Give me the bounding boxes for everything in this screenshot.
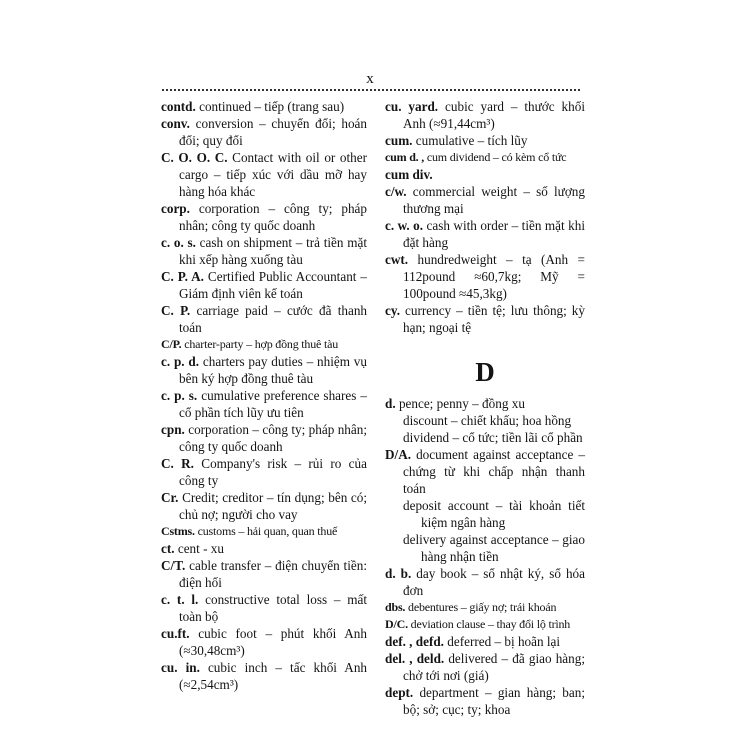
entry-definition: cubic yard – thước khối Anh (≈91,44cm³) <box>403 99 586 131</box>
entry-term: C. P. A. <box>161 269 204 284</box>
entry-term: cum. <box>385 133 413 148</box>
entry-definition: cumulative – tích lũy <box>412 133 528 148</box>
dictionary-entry <box>385 446 585 497</box>
entry-definition: document against acceptance – chứng từ khi chấp nhận thanh toán <box>403 447 585 496</box>
dictionary-entry <box>161 115 367 149</box>
entry-term: cu. yard. <box>385 99 439 114</box>
dictionary-entry <box>385 633 585 650</box>
dictionary-subentry: delivery against acceptance – giao hàng nhận tiền <box>403 532 585 564</box>
entry-definition: Company's risk – rủi ro của công ty <box>179 456 367 488</box>
entry-term: Cstms. <box>161 524 195 538</box>
entry-definition: cum dividend – có kèm cổ tức <box>424 150 567 164</box>
entry-term: cwt. <box>385 252 409 267</box>
entry-definition: conversion – chuyển đổi; hoán đổi; quy đổi <box>179 116 367 148</box>
dictionary-entry <box>161 200 367 234</box>
entry-term: def. , defd. <box>385 634 444 649</box>
entry-term: dept. <box>385 685 414 700</box>
entry-definition: commercial weight – số lượng thương mại <box>403 184 585 216</box>
entry-definition: pence; penny – đồng xu <box>395 396 525 411</box>
dictionary-entry <box>385 302 585 336</box>
dictionary-entry <box>161 149 367 200</box>
entry-definition: corporation – công ty; pháp nhân; công ty quốc doanh <box>179 201 367 233</box>
entry-definition: Credit; creditor – tín dụng; bên có; chủ nợ; người cho vay <box>178 490 367 522</box>
dictionary-entry <box>385 217 585 251</box>
entry-term: C/T. <box>161 558 186 573</box>
entry-definition: deviation clause – thay đổi lộ trình <box>407 617 571 631</box>
entry-term: corp. <box>161 201 190 216</box>
entry-definition: delivered – đã giao hàng; chở tới nơi (giá) <box>403 651 585 683</box>
section-letter-heading: D <box>475 357 495 387</box>
entry-definition: debentures – giấy nợ; trái khoán <box>405 600 557 614</box>
dictionary-entry <box>161 234 367 268</box>
entry-definition: charters pay duties – nhiệm vụ bên ký hợp đồng thuê tàu <box>179 354 367 386</box>
entry-term: c. o. s. <box>161 235 196 250</box>
entry-definition: cable transfer – điện chuyển tiền: điện hối <box>179 558 367 590</box>
dictionary-entry <box>385 616 585 633</box>
dictionary-entry <box>161 302 367 336</box>
entry-definition: cent - xu <box>174 541 224 556</box>
page-header-letter: x <box>366 71 374 87</box>
dictionary-entry <box>385 395 585 412</box>
dictionary-entry <box>161 353 367 387</box>
entry-definition: carriage paid – cước đã thanh toán <box>179 303 368 335</box>
dictionary-entry <box>385 251 585 302</box>
entry-term: cum d. , <box>385 150 425 164</box>
dictionary-entry <box>161 523 367 540</box>
dictionary-entry <box>385 98 585 132</box>
entry-definition: charter-party – hợp đồng thuê tàu <box>181 337 339 351</box>
entry-definition: department – gian hàng; ban; bộ; sở; cục; ty; khoa <box>403 685 585 717</box>
dictionary-subentry: deposit account – tài khoản tiết kiệm ngân hàng <box>403 498 585 530</box>
entry-definition: constructive total loss – mất toàn bộ <box>179 592 368 624</box>
entry-term: D/A. <box>385 447 412 462</box>
entry-term: d. b. <box>385 566 412 581</box>
entry-term: cu.ft. <box>161 626 190 641</box>
entry-definition: cumulative preference shares – cổ phần tích lũy ưu tiên <box>179 388 367 420</box>
entry-term: cy. <box>385 303 401 318</box>
entry-definition: day book – sổ nhật ký, sổ hóa đơn <box>403 566 585 598</box>
entry-term: del. , deld. <box>385 651 445 666</box>
dictionary-entry <box>385 650 585 684</box>
dictionary-entry <box>161 336 367 353</box>
entry-term: dbs. <box>385 600 406 614</box>
entry-definition: cubic foot – phút khối Anh (≈30,48cm³) <box>179 626 367 658</box>
entry-term: d. <box>385 396 396 411</box>
entry-term: Cr. <box>161 490 179 505</box>
entry-term: contd. <box>161 99 196 114</box>
dictionary-entry <box>385 183 585 217</box>
entry-term: cu. in. <box>161 660 200 675</box>
dictionary-entry <box>161 659 367 693</box>
entry-definition: continued – tiếp (trang sau) <box>195 99 345 114</box>
entry-term: c. t. l. <box>161 592 199 607</box>
entry-term: c. p. s. <box>161 388 198 403</box>
entry-term: c. p. d. <box>161 354 200 369</box>
entry-term: cpn. <box>161 422 185 437</box>
entry-term: ct. <box>161 541 175 556</box>
entry-definition: cash on shipment – trả tiền mặt khi xếp hàng xuống tàu <box>179 235 367 267</box>
dictionary-entry <box>161 455 367 489</box>
entry-term: c/w. <box>385 184 407 199</box>
dictionary-entry <box>385 132 585 149</box>
dictionary-entry <box>385 565 585 599</box>
entry-term: C. P. <box>161 303 191 318</box>
dictionary-subentry: discount – chiết khấu; hoa hồng <box>403 413 572 428</box>
dictionary-entry <box>161 557 367 591</box>
entry-definition: Contact with oil or other cargo – tiếp xúc với dầu mỡ hay hàng hóa khác <box>179 150 368 199</box>
dictionary-subentry: dividend – cổ tức; tiền lãi cổ phần <box>403 430 583 445</box>
header-dotted-rule <box>162 89 580 91</box>
entry-definition: cubic inch – tấc khối Anh (≈2,54cm³) <box>179 660 368 692</box>
entry-term: c. w. o. <box>385 218 424 233</box>
dictionary-entry <box>161 387 367 421</box>
entry-definition: Certified Public Accountant – Giám định viên kế toán <box>179 269 367 301</box>
entry-term: C. R. <box>161 456 194 471</box>
entry-definition: currency – tiền tệ; lưu thông; kỳ hạn; ngoại tệ <box>400 303 585 335</box>
entry-definition: corporation – công ty; pháp nhân; công ty quốc doanh <box>179 422 367 454</box>
entry-term: C. O. O. C. <box>161 150 228 165</box>
dictionary-entry <box>161 421 367 455</box>
entry-term: C/P. <box>161 337 182 351</box>
entry-definition: deferred – bị hoãn lại <box>443 634 561 649</box>
dictionary-entry <box>161 625 367 659</box>
left-column <box>161 98 367 693</box>
entry-term: cum div. <box>385 167 433 182</box>
entry-definition: hundredweight – tạ (Anh = 112pound ≈60,7kg; Mỹ = 100pound ≈45,3kg) <box>403 252 585 301</box>
dictionary-entry <box>385 149 585 166</box>
dictionary-entry <box>161 98 367 115</box>
dictionary-entry <box>161 489 367 523</box>
entry-definition: customs – hải quan, quan thuế <box>194 524 338 538</box>
dictionary-entry <box>385 684 585 718</box>
dictionary-entry <box>385 599 585 616</box>
dictionary-entry <box>161 540 367 557</box>
right-column <box>385 98 585 718</box>
dictionary-entry <box>385 166 585 183</box>
entry-term: D/C. <box>385 617 408 631</box>
entry-definition: cash with order – tiền mặt khi đặt hàng <box>403 218 585 250</box>
entry-term: conv. <box>161 116 190 131</box>
dictionary-entry <box>161 268 367 302</box>
dictionary-entry <box>161 591 367 625</box>
